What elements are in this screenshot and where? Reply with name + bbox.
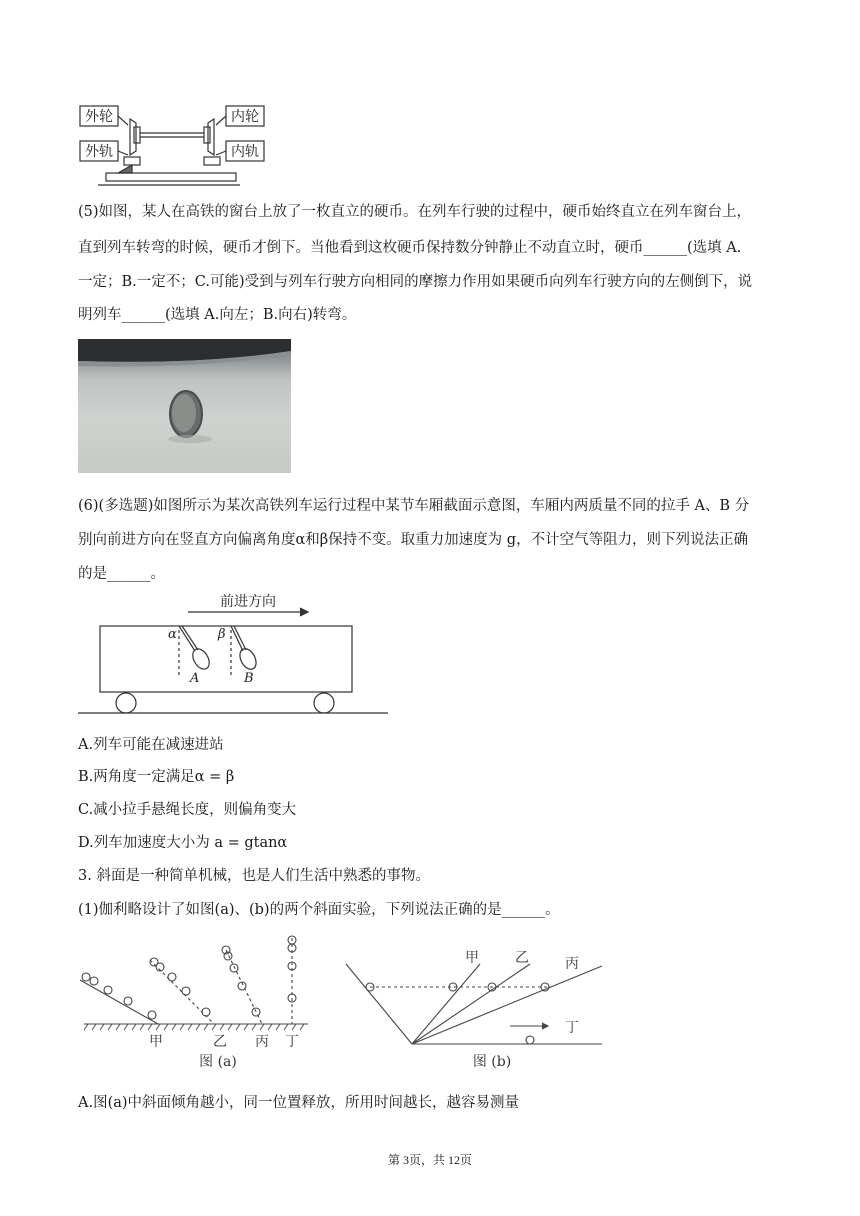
fig-a-label-bing: 丙 xyxy=(255,1034,269,1050)
fig-b-label-bing: 丙 xyxy=(565,956,579,972)
outer-rail-label: 外轨 xyxy=(85,144,113,160)
q5-line-4: 明列车______(选填 A.向左；B.向右)转弯。 xyxy=(78,307,357,323)
galileo-figure-b xyxy=(340,940,610,1080)
page-footer: 第 3页，共 12页 xyxy=(387,1153,472,1167)
q3-sub1: (1)伽利略设计了如图(a)、(b)的两个斜面实验，下列说法正确的是______。 xyxy=(78,902,560,918)
q6-line-2: 别向前进方向在竖直方向偏离角度α和β保持不变。取重力加速度为 g，不计空气等阻力，则下列说法正确 xyxy=(78,532,749,548)
wheel-rail-figure xyxy=(78,103,259,191)
fig-a-caption: 图 (a) xyxy=(199,1054,237,1070)
q3-intro: 3. 斜面是一种简单机械，也是人们生活中熟悉的事物。 xyxy=(78,868,430,884)
q6-option-c: C.减小拉手悬绳长度，则偏角变大 xyxy=(78,802,297,818)
q6-option-a: A.列车可能在减速进站 xyxy=(78,737,224,753)
handle-b-label: B xyxy=(244,671,254,686)
fig-b-label-jia: 甲 xyxy=(465,950,479,966)
handle-a-label: A xyxy=(190,671,200,686)
beta-label: β xyxy=(218,627,226,642)
fig-b-label-ding: 丁 xyxy=(565,1020,579,1036)
q3-option-a: A.图(a)中斜面倾角越小，同一位置释放，所用时间越长，越容易测量 xyxy=(78,1095,520,1111)
q6-option-b: B.两角度一定满足α = β xyxy=(78,769,235,785)
galileo-figure-a xyxy=(78,930,318,1080)
alpha-label: α xyxy=(168,627,177,642)
fig-b-caption: 图 (b) xyxy=(472,1054,512,1070)
q6-option-d: D.列车加速度大小为 a = gtanα xyxy=(78,835,288,851)
fig-a-label-ding: 丁 xyxy=(285,1034,299,1050)
outer-wheel-label: 外轮 xyxy=(85,109,113,125)
fig-b-label-yi: 乙 xyxy=(515,950,529,966)
train-carriage-figure xyxy=(78,588,398,718)
q5-line-3: 一定；B.一定不；C.可能)受到与列车行驶方向相同的摩擦力作用如果硬币向列车行驶方向的左侧倒下，说 xyxy=(78,274,753,290)
inner-rail-label: 内轨 xyxy=(231,144,259,160)
q6-line-3: 的是______。 xyxy=(78,566,165,582)
q6-line-1: (6)(多选题)如图所示为某次高铁列车运行过程中某节车厢截面示意图，车厢内两质量不同的拉手 A、B 分 xyxy=(78,498,750,514)
q5-line-1: (5)如图，某人在高铁的窗台上放了一枚直立的硬币。在列车行驶的过程中，硬币始终直立在列车窗台上， xyxy=(78,204,752,220)
coin-photo xyxy=(78,339,291,473)
fig-a-label-yi: 乙 xyxy=(213,1034,227,1050)
inner-wheel-label: 内轮 xyxy=(231,109,259,125)
q5-line-2: 直到列车转弯的时候，硬币才倒下。当他看到这枚硬币保持数分钟静止不动直立时，硬币______(选填 A. xyxy=(78,240,742,256)
fig-a-label-jia: 甲 xyxy=(149,1034,163,1050)
direction-label: 前进方向 xyxy=(220,594,276,610)
